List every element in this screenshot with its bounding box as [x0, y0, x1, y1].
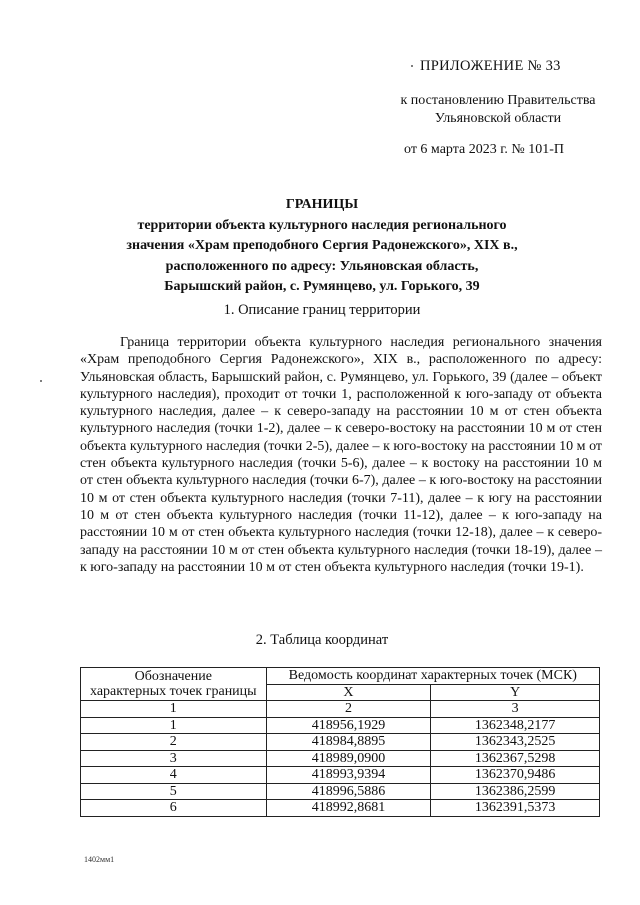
y-coordinate-cell: 1362348,2177 — [431, 717, 600, 734]
x-coordinate-cell: 418996,5886 — [266, 783, 431, 800]
title-line-2: территории объекта культурного наследия регионального — [137, 217, 507, 233]
header-designation-line1: Обозначение — [134, 668, 212, 684]
point-number-cell: 4 — [81, 767, 267, 784]
y-coordinate-cell: 1362343,2525 — [431, 734, 600, 751]
y-coordinate-cell: 1362367,5298 — [431, 750, 600, 767]
point-number-cell: 1 — [81, 717, 267, 734]
point-number-cell: 5 — [81, 783, 267, 800]
column-number: 2 — [266, 701, 431, 718]
point-number-cell: 3 — [81, 750, 267, 767]
table-header-row — [81, 668, 600, 685]
coordinates-table — [80, 667, 600, 817]
document-title — [80, 195, 564, 298]
title-line-1: ГРАНИЦЫ — [285, 197, 359, 212]
column-number: 3 — [431, 701, 600, 718]
table-row — [81, 717, 600, 734]
decree-date-number: от 6 марта 2023 г. № 101-П — [404, 142, 565, 157]
header-designation — [81, 668, 267, 701]
y-coordinate-cell: 1362391,5373 — [431, 800, 600, 817]
point-number-cell: 6 — [81, 800, 267, 817]
x-coordinate-cell: 418956,1929 — [266, 717, 431, 734]
table-column-numbers-row — [81, 701, 600, 718]
footer-code: 1402мм1 — [84, 855, 115, 864]
column-number: 1 — [81, 701, 267, 718]
y-coordinate-cell: 1362386,2599 — [431, 783, 600, 800]
section1-heading: 1. Описание границ территории — [223, 302, 421, 318]
header-register: Ведомость координат характерных точек (МСК) — [266, 668, 599, 685]
table-row — [81, 800, 600, 817]
decree-reference-line2: Ульяновской области — [434, 111, 562, 126]
title-line-3: значения «Храм преподобного Сергия Радонежского», XIX в., — [126, 238, 518, 253]
header-x: X — [266, 684, 431, 701]
header-y: Y — [431, 684, 600, 701]
scan-speck — [411, 65, 413, 67]
boundary-description: Граница территории объекта культурного наследия регионального значения «Храм преподобного Сергия Радонежского», XIX в., расположенного по адресу: Ульяновская область, Барышский район, с. Румянцево, ул. Горького, 39 (далее – объект культурного наследия), проходит от точки 1, расположенной к юго-западу от объекта культурного наследия, далее – к северо-западу на расстоянии 10 м от стен объекта культурного наследия (точки 1-2), далее – к северо-востоку на расстоянии 10 м от стен объекта культурного наследия (точки 2-5), далее – к юго-востоку на расстоянии 10 м от стен объекта культурного наследия (точки 5-6), далее – к востоку на расстоянии 10 м от стен объекта культурного наследия (точки 6-7), далее – к юго-востоку на расстоянии 10 м от стен объекта культурного наследия (точки 7-11), далее – к югу на расстоянии 10 м от стен объекта культурного наследия (точки 11-12), далее – к юго-западу на расстоянии 10 м от стен объекта культурного наследия (точки 12-18), далее – к северо-западу на расстоянии 10 м от стен объекта культурного наследия (точки 18-19), далее – к юго-западу на расстоянии 10 м от стен объекта культурного наследия (точки 19-1). — [80, 335, 602, 575]
scan-speck — [40, 380, 42, 382]
title-line-5: Барышский район, с. Румянцево, ул. Горького, 39 — [164, 279, 480, 294]
section2-heading: 2. Таблица координат — [255, 632, 389, 648]
table-row — [81, 767, 600, 784]
x-coordinate-cell: 418984,8895 — [266, 734, 431, 751]
decree-reference-line1: к постановлению Правительства — [400, 93, 596, 108]
annex-number: ПРИЛОЖЕНИЕ № 33 — [420, 58, 561, 74]
y-coordinate-cell: 1362370,9486 — [431, 767, 600, 784]
title-line-4: расположенного по адресу: Ульяновская область, — [165, 258, 479, 274]
header-designation-line2: характерных точек границы — [90, 684, 257, 699]
point-number-cell: 2 — [81, 734, 267, 751]
table-row — [81, 783, 600, 800]
x-coordinate-cell: 418993,9394 — [266, 767, 431, 784]
decree-reference — [392, 92, 604, 128]
x-coordinate-cell: 418992,8681 — [266, 800, 431, 817]
table-row — [81, 734, 600, 751]
table-row — [81, 750, 600, 767]
x-coordinate-cell: 418989,0900 — [266, 750, 431, 767]
